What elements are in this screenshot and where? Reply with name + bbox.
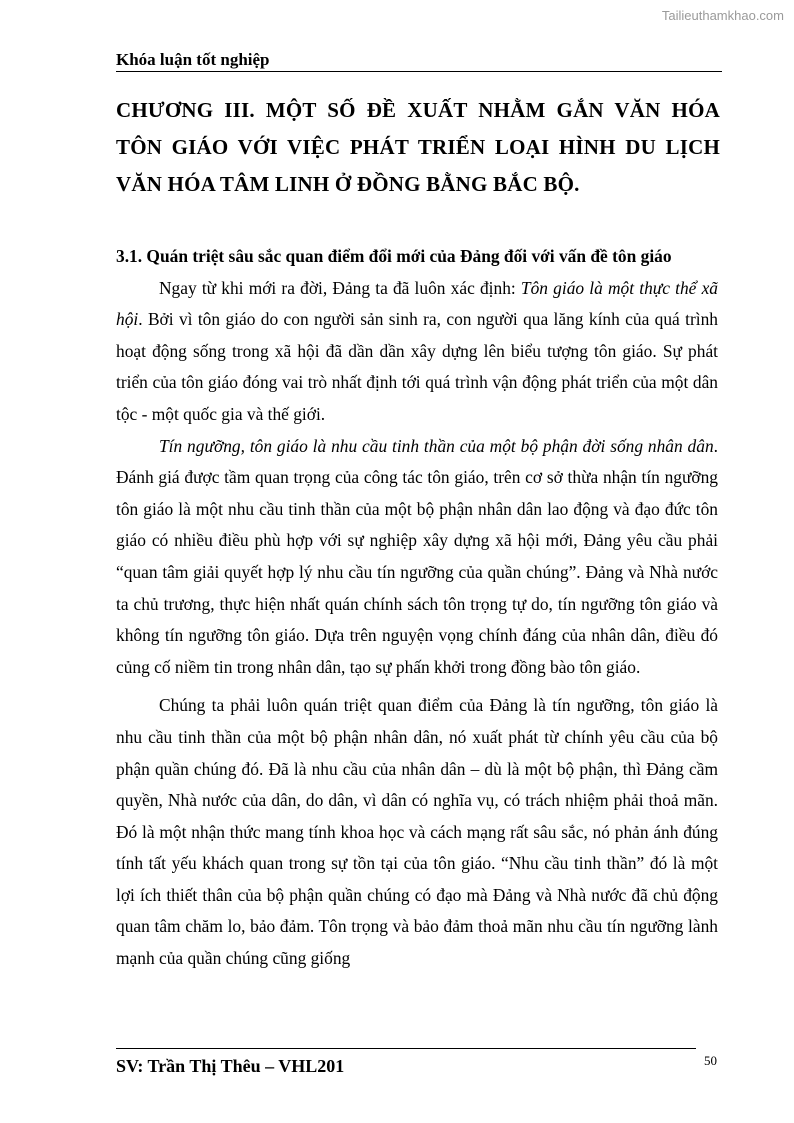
paragraph-1-rest: . Bởi vì tôn giáo do con người sản sinh ra, con người qua lăng kính của quá trình hoạt động sống trong xã hội đã dần dần xây dựng lên biểu tượng tôn giáo. Sự phát triển của tôn giáo đóng vai trò nhất định tới quá trình vận động phát triển của một dân tộc - một quốc gia và thế giới.: [116, 309, 718, 424]
header-rule: [116, 71, 722, 72]
page-number: 50: [704, 1053, 717, 1068]
paragraph-3: Chúng ta phải luôn quán triệt quan điểm của Đảng là tín ngưỡng, tôn giáo là nhu cầu tinh thần của một bộ phận nhân dân, nó xuất phát từ chính yêu cầu của bộ phận quần chúng đó. Đã là nhu cầu của nhân dân – dù là một bộ phận, thì Đảng cầm quyền, Nhà nước của dân, do dân, vì dân có nghĩa vụ, có trách nhiệm phải thoả mãn. Đó là một nhận thức mang tính khoa học và cách mạng rất sâu sắc, nó phản ánh đúng tính tất yếu khách quan trong sự tồn tại của tôn giáo. “Nhu cầu tinh thần” đó là một lợi ích thiết thân của bộ phận quần chúng có đạo mà Đảng và Nhà nước đã chủ động quan tâm chăm lo, bảo đảm. Tôn trọng và bảo đảm thoả mãn nhu cầu tín ngưỡng lành mạnh của quần chúng cũng giống: [116, 695, 718, 969]
paragraph-2-rest: . Đánh giá được tầm quan trọng của công tác tôn giáo, trên cơ sở thừa nhận tín ngưỡng tôn giáo là một nhu cầu tinh thần của một bộ phận nhân dân lao động và đạo đức tôn giáo có nhiều điều phù hợp với sự nghiệp xây dựng xã hội mới, Đảng yêu cầu phải “quan tâm giải quyết hợp lý nhu cầu tín ngưỡng của quần chúng”. Đảng và Nhà nước ta chủ trương, thực hiện nhất quán chính sách tôn trọng tự do, tín ngưỡng tôn giáo và không tín ngưỡng tôn giáo. Dựa trên nguyện vọng chính đáng của nhân dân, điều đó củng cố niềm tin trong nhân dân, tạo sự phấn khởi trong đồng bào tôn giáo.: [116, 435, 718, 677]
watermark: Tailieuthamkhao.com: [661, 8, 784, 23]
paragraph-2-emphasis: Tín ngưỡng, tôn giáo là nhu cầu tinh thần của một bộ phận đời sống nhân dân: [159, 435, 714, 456]
chapter-title-line-1: CHƯƠNG III. MỘT SỐ ĐỀ XUẤT NHẰM GẮN VĂN HÓA: [116, 98, 720, 122]
chapter-title-line-2: TÔN GIÁO VỚI VIỆC PHÁT TRIỂN LOẠI HÌNH DU LỊCH: [116, 135, 720, 159]
chapter-title-line-3: VĂN HÓA TÂM LINH Ở ĐỒNG BẰNG BẮC BỘ.: [116, 172, 580, 196]
paragraph-1-emphasis: Tôn giáo là một thực thể xã hội: [116, 277, 719, 330]
chapter-title: [116, 92, 720, 203]
paragraph-1-lead: Ngay từ khi mới ra đời, Đảng ta đã luôn xác định:: [159, 277, 521, 298]
paragraph-1: [116, 273, 718, 431]
body-content: [116, 241, 718, 975]
footer-author: SV: Trần Thị Thêu – VHL201: [116, 1056, 345, 1076]
footer-rule: [116, 1048, 696, 1049]
running-header: Khóa luận tốt nghiệp: [116, 50, 270, 69]
section-heading: 3.1. Quán triệt sâu sắc quan điểm đổi mới của Đảng đối với vấn đề tôn giáo: [116, 246, 672, 266]
paragraph-2: [116, 431, 718, 684]
